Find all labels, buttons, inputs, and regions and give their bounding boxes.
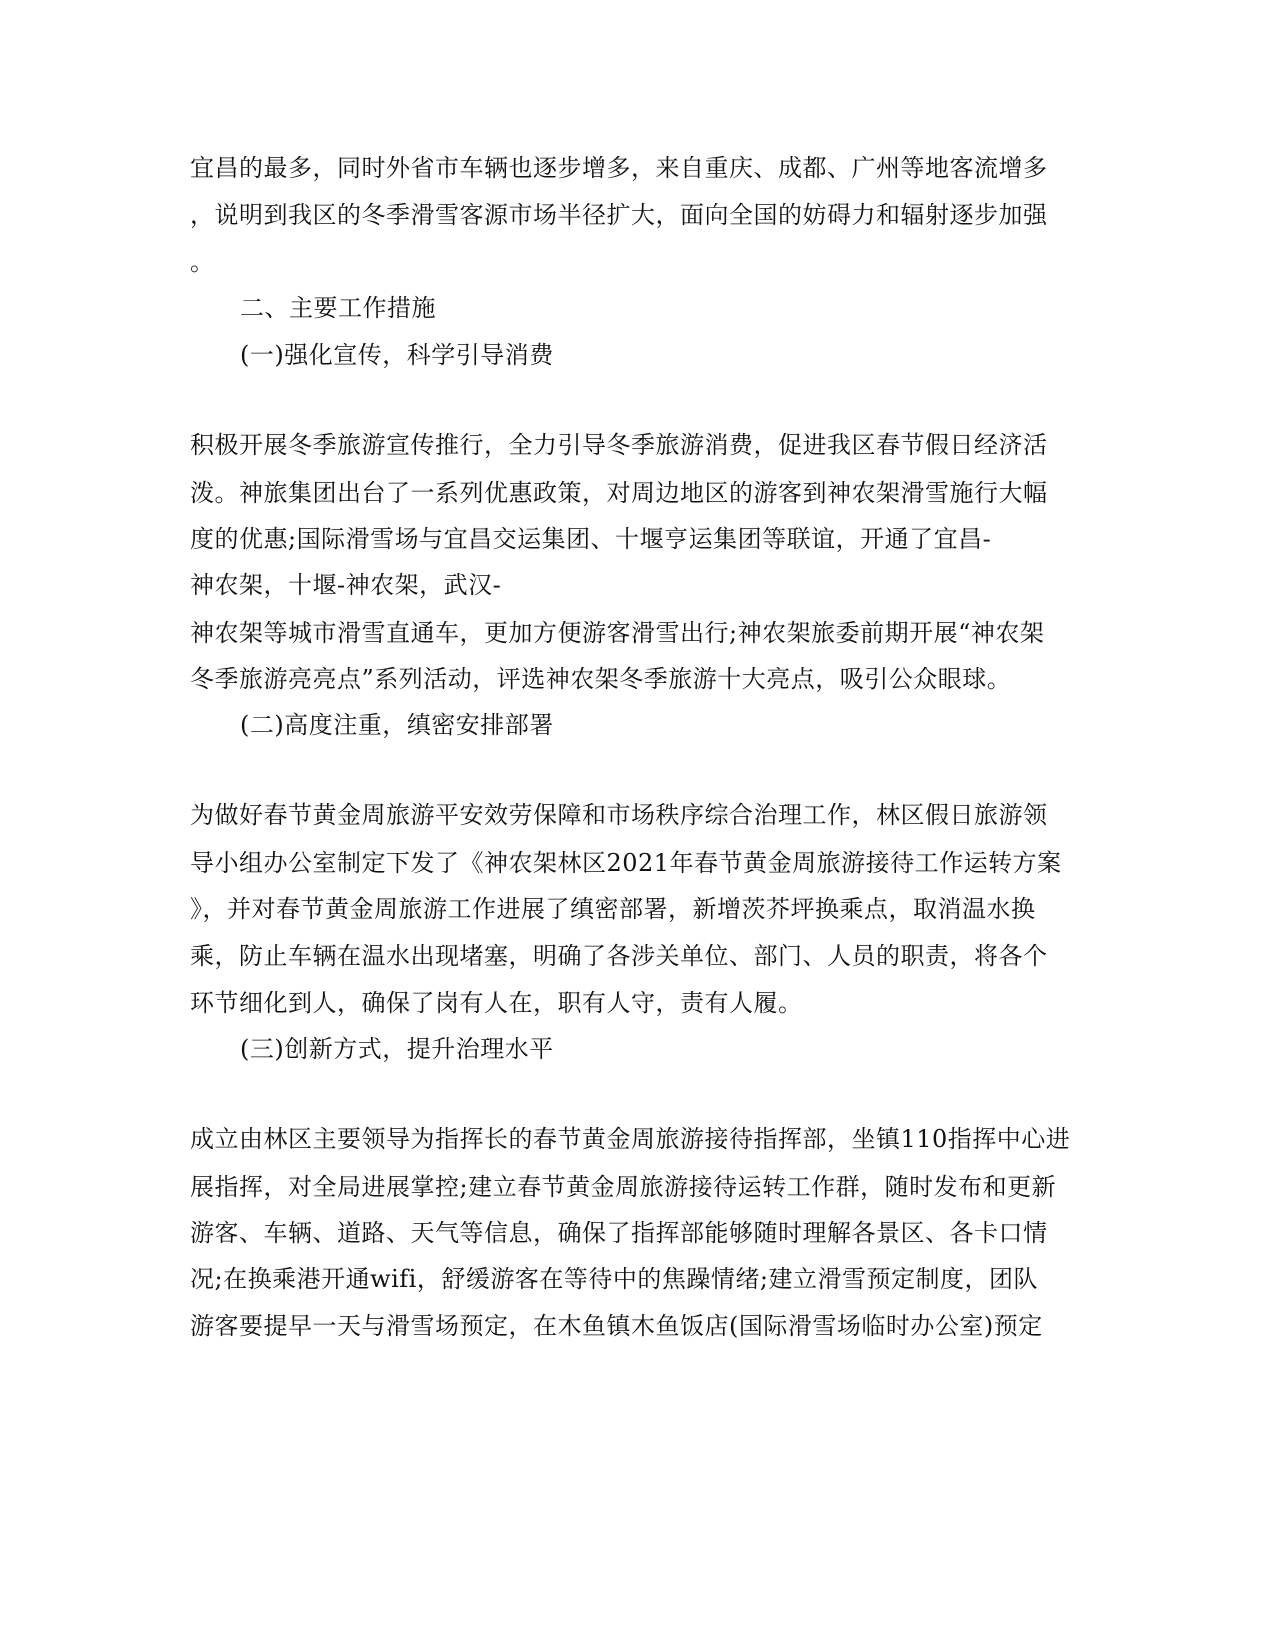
body-text-line: 为做好春节黄金周旅游平安效劳保障和市场秩序综合治理工作，林区假日旅游领	[190, 801, 1048, 829]
body-text-line: 游客要提早一天与滑雪场预定，在木鱼镇木鱼饭店(国际滑雪场临时办公室)预定	[190, 1312, 1043, 1340]
body-text-line: 况;在换乘港开通wifi，舒缓游客在等待中的焦躁情绪;建立滑雪预定制度，团队	[190, 1265, 1038, 1293]
body-text-line: 神农架等城市滑雪直通车，更加方便游客滑雪出行;神农架旅委前期开展“神农架	[190, 619, 1045, 647]
body-text-line: 。	[190, 248, 215, 276]
subsection-heading: (三)创新方式，提升治理水平	[240, 1035, 554, 1063]
body-text-line: 展指挥，对全局进展掌控;建立春节黄金周旅游接待运转工作群，随时发布和更新	[190, 1173, 1057, 1201]
body-text-line: ，说明到我区的冬季滑雪客源市场半径扩大，面向全国的妨碍力和辐射逐步加强	[190, 201, 1048, 229]
body-text-line: 宜昌的最多，同时外省市车辆也逐步增多，来自重庆、成都、广州等地客流增多	[190, 154, 1048, 182]
body-text-line: 冬季旅游亮亮点”系列活动，评选神农架冬季旅游十大亮点，吸引公众眼球。	[190, 665, 1012, 693]
body-text-line: 环节细化到人，确保了岗有人在，职有人守，责有人履。	[190, 989, 803, 1017]
section-heading: 二、主要工作措施	[240, 294, 436, 322]
body-text-line: 度的优惠;国际滑雪场与宜昌交运集团、十堰亨运集团等联谊，开通了宜昌-	[190, 525, 992, 553]
body-text-line: 》，并对春节黄金周旅游工作进展了缜密部署，新增茨芥坪换乘点，取消温水换	[190, 895, 1036, 923]
subsection-heading: (二)高度注重，缜密安排部署	[240, 711, 554, 739]
body-text-line: 游客、车辆、道路、天气等信息，确保了指挥部能够随时理解各景区、各卡口情	[190, 1219, 1048, 1247]
subsection-heading: (一)强化宣传，科学引导消费	[240, 341, 554, 369]
body-text-line: 成立由林区主要领导为指挥长的春节黄金周旅游接待指挥部，坐镇110指挥中心进	[190, 1125, 1071, 1153]
body-text-line: 神农架，十堰-神农架，武汉-	[190, 571, 502, 599]
body-text-line: 泼。神旅集团出台了一系列优惠政策，对周边地区的游客到神农架滑雪施行大幅	[190, 479, 1048, 507]
body-text-line: 导小组办公室制定下发了《神农架林区2021年春节黄金周旅游接待工作运转方案	[190, 849, 1062, 877]
body-text-line: 乘，防止车辆在温水出现堵塞，明确了各涉关单位、部门、人员的职责，将各个	[190, 942, 1048, 970]
body-text-line: 积极开展冬季旅游宣传推行，全力引导冬季旅游消费，促进我区春节假日经济活	[190, 431, 1048, 459]
